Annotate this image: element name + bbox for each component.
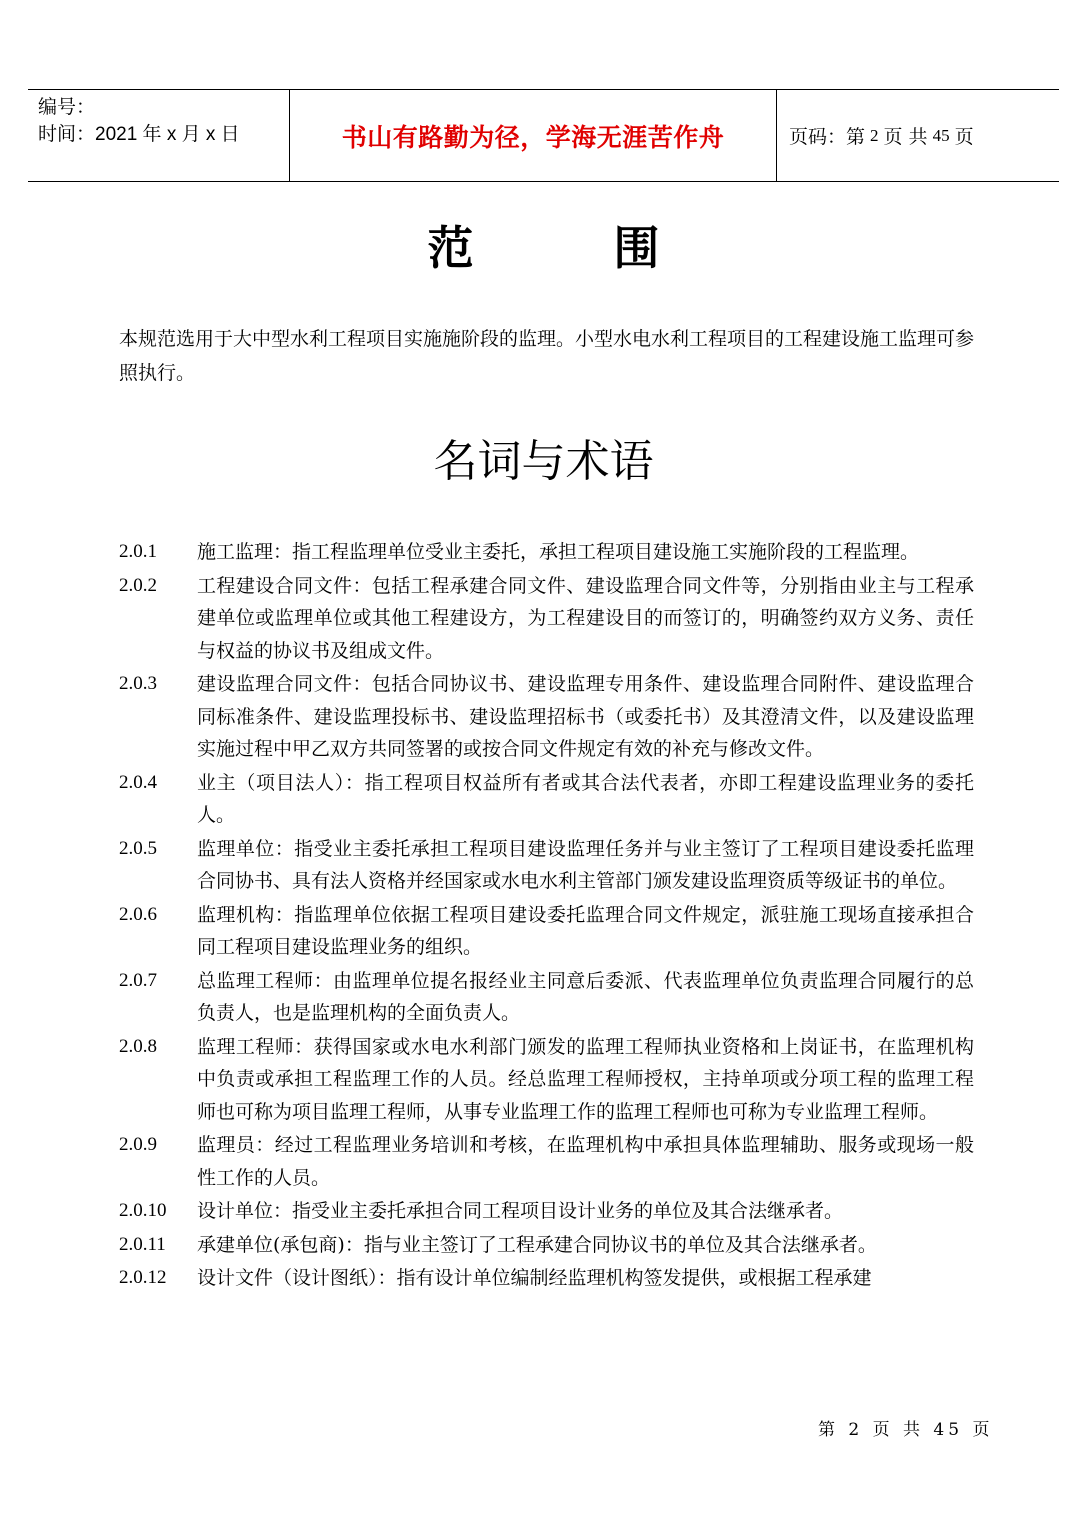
page-mid: 页 共 [883, 126, 928, 148]
term-item [119, 668, 974, 766]
term-number: 2.0.11 [119, 1233, 166, 1255]
term-number: 2.0.4 [119, 771, 157, 793]
term-definition: 设计单位：指受业主委托承担合同工程项目设计业务的单位及其合法继承者。 [197, 1200, 844, 1222]
term-number: 2.0.8 [119, 1035, 157, 1057]
term-item [119, 767, 974, 832]
term-number: 2.0.6 [119, 903, 157, 925]
term-number: 2.0.9 [119, 1134, 157, 1155]
header-meta [28, 90, 290, 181]
page-footer: 第 2 页 共 45 页 [818, 1420, 994, 1440]
section-title-scope-char-2: 围 [613, 221, 660, 275]
term-number: 2.0.3 [119, 673, 157, 694]
term-number: 2.0.2 [119, 574, 157, 596]
term-item [119, 1195, 974, 1228]
document-date: 时间：2021 年 x 月 x 日 [38, 124, 240, 145]
page-prefix: 页码：第 [789, 126, 866, 148]
term-number: 2.0.7 [119, 969, 157, 991]
term-definition: 工程建设合同文件：包括工程承建合同文件、建设监理合同文件等，分别指由业主与工程承建单位或监理单位或其他工程建设方，为工程建设目的而签订的，明确签约双方义务、责任与权益的协议书及组成文件。 [197, 574, 974, 662]
page-current: 2 [870, 125, 879, 145]
term-item [119, 1129, 974, 1194]
term-definition: 承建单位(承包商)：指与业主签订了工程承建合同协议书的单位及其合法继承者。 [197, 1233, 877, 1256]
term-definition: 监理员：经过工程监理业务培训和考核，在监理机构中承担具体监理辅助、服务或现场一般性工作的人员。 [197, 1134, 974, 1189]
page-header [28, 89, 1059, 182]
term-definition: 设计文件（设计图纸）：指有设计单位编制经监理机构签发提供，或根据工程承建 [197, 1267, 872, 1289]
term-definition: 监理单位：指受业主委托承担工程项目建设监理任务并与业主签订了工程项目建设委托监理合同协书、具有法人资格并经国家或水电水利主管部门颁发建设监理资质等级证书的单位。 [197, 837, 974, 892]
header-motto: 书山有路勤为径，学海无涯苦作舟 [290, 90, 777, 181]
scope-paragraph: 本规范选用于大中型水利工程项目实施施阶段的监理。小型水电水利工程项目的工程建设施工监理可参照执行。 [119, 328, 975, 384]
header-page-indicator [777, 90, 1059, 181]
term-item [119, 899, 974, 964]
term-item [119, 965, 974, 1030]
term-definition: 总监理工程师：由监理单位提名报经业主同意后委派、代表监理单位负责监理合同履行的总负责人，也是监理机构的全面负责人。 [197, 969, 974, 1024]
page-total: 45 [932, 125, 950, 145]
term-item [119, 1262, 974, 1295]
term-definition: 业主（项目法人）：指工程项目权益所有者或其合法代表者，亦即工程建设监理业务的委托人。 [197, 771, 974, 826]
term-item [119, 570, 974, 668]
term-number: 2.0.5 [119, 837, 157, 859]
term-number: 2.0.1 [119, 541, 157, 562]
term-definition: 建设监理合同文件：包括合同协议书、建设监理专用条件、建设监理合同附件、建设监理合同标准条件、建设监理投标书、建设监理招标书（或委托书）及其澄清文件，以及建设监理实施过程中甲乙双方共同签署的或按合同文件规定有效的补充与修改文件。 [197, 673, 974, 760]
section-title-scope-char-1: 范 [427, 221, 474, 275]
terms-list [119, 536, 974, 1296]
section-title-terms: 名词与术语 [433, 436, 654, 487]
term-number: 2.0.10 [119, 1200, 167, 1221]
term-item [119, 1229, 974, 1262]
term-definition: 施工监理：指工程监理单位受业主委托，承担工程项目建设施工实施阶段的工程监理。 [197, 541, 920, 563]
term-item [119, 833, 974, 898]
section-title-scope [0, 218, 1087, 278]
term-item [119, 536, 974, 569]
term-item [119, 1031, 974, 1129]
document-number-label: 编号： [38, 97, 96, 118]
term-number: 2.0.12 [119, 1267, 167, 1288]
term-definition: 监理机构：指监理单位依据工程项目建设委托监理合同文件规定，派驻施工现场直接承担合同工程项目建设监理业务的组织。 [197, 903, 974, 958]
page-suffix: 页 [954, 126, 974, 148]
term-definition: 监理工程师：获得国家或水电水利部门颁发的监理工程师执业资格和上岗证书，在监理机构中负责或承担工程监理工作的人员。经总监理工程师授权，主持单项或分项工程的监理工程师也可称为项目监理工程师，从事专业监理工作的监理工程师也可称为专业监理工程师。 [197, 1035, 974, 1123]
